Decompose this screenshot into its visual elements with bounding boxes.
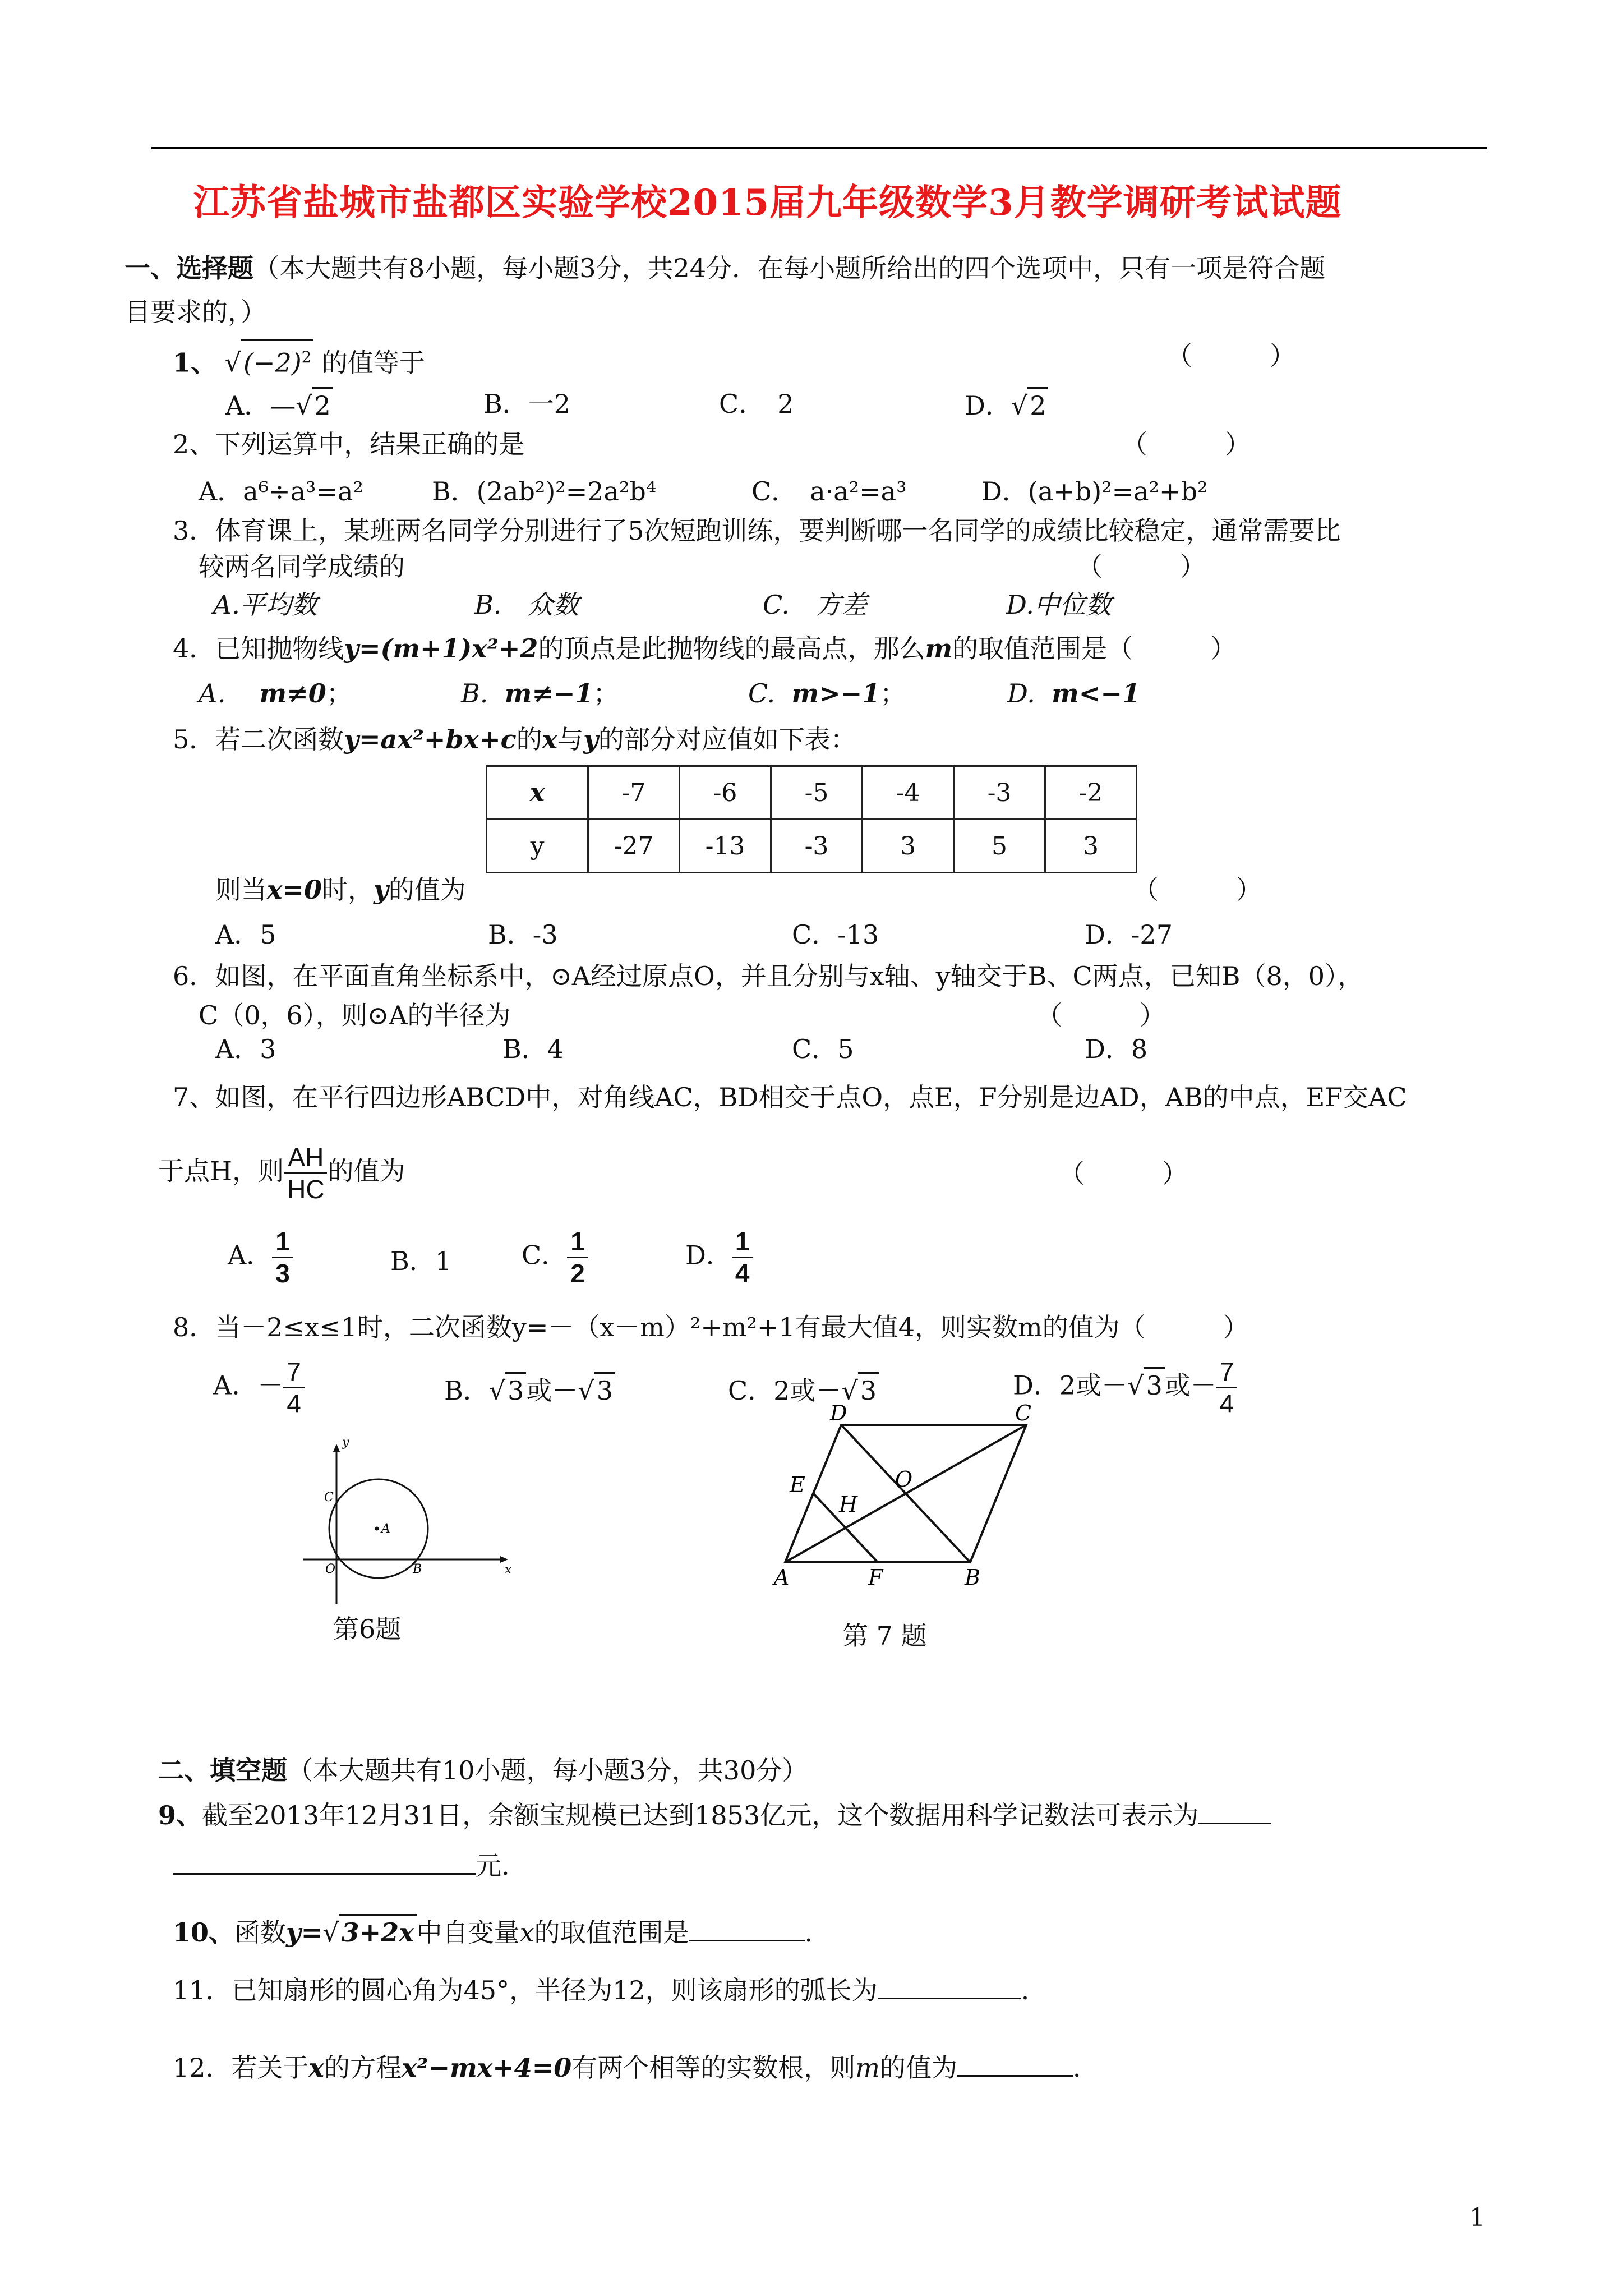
- q5-option-c: C．-13: [792, 919, 879, 950]
- q9-line2: [173, 1849, 510, 1883]
- q12-m: m: [855, 2053, 880, 2083]
- q7-c-den: 2: [570, 1259, 585, 1288]
- q1-option-b: B．一2: [483, 389, 571, 419]
- q11-end: .: [1021, 1975, 1030, 2005]
- q7-stem-2: [158, 1144, 405, 1202]
- q7-frac-num: AH: [284, 1144, 327, 1174]
- q8-option-a: [213, 1359, 305, 1416]
- q5-x-cell: -5: [771, 766, 863, 820]
- fig6-label-o: O: [325, 1562, 336, 1576]
- q4-post2: 的取值范围是（ ）: [952, 633, 1237, 664]
- q12-var: x: [308, 2053, 324, 2083]
- q9-blank-1[interactable]: [1198, 1800, 1271, 1824]
- q12-blank[interactable]: [957, 2053, 1073, 2077]
- q1-option-c: C． 2: [719, 389, 794, 419]
- q11-text: 11．已知扇形的圆心角为45°，半径为12，则该扇形的弧长为: [173, 1975, 878, 2005]
- q2-option-d: D．(a+b)²=a²+b²: [981, 476, 1208, 507]
- q10-pre: 函数: [234, 1917, 287, 1948]
- q6-option-d: D．8: [1085, 1034, 1148, 1064]
- q1-option-a: A．—√ 2: [225, 387, 333, 422]
- q5-formula: y=ax²+bx+c: [344, 724, 517, 754]
- fig7-label-h: H: [839, 1492, 858, 1517]
- q7-c-num: 1: [567, 1228, 588, 1258]
- q7-option-c: [522, 1228, 588, 1286]
- q8-d-rad: 3: [1144, 1367, 1164, 1402]
- q4-option-b: [461, 677, 619, 710]
- q2-option-c: C． a·a²=a³: [751, 476, 907, 507]
- q9-stem: [158, 1798, 1271, 1832]
- q7-option-a: [228, 1228, 293, 1286]
- q6-option-c: C．5: [792, 1034, 854, 1064]
- q4-var: m: [925, 633, 953, 664]
- page-title: 江苏省盐城市盐都区实验学校2015届九年级数学3月教学调研考试试题: [193, 182, 1342, 224]
- q1-a-rad: 2: [312, 387, 333, 422]
- q8-c-neg: －: [815, 1375, 842, 1406]
- q5-ask-y: y: [373, 875, 389, 905]
- q7-d-num: 1: [732, 1228, 753, 1258]
- q5-post: 的部分对应值如下表：: [598, 724, 856, 754]
- fig7-label-f: F: [868, 1565, 883, 1590]
- q10-var: x: [519, 1917, 534, 1948]
- q8-a-den: 4: [287, 1389, 301, 1418]
- q6-option-a: A．3: [215, 1034, 276, 1064]
- fig6-center-point: [375, 1527, 379, 1531]
- q4-formula: y=(m+1)x²+2: [344, 633, 538, 664]
- q5-x-cell: -6: [680, 766, 771, 820]
- q9-text: 截至2013年12月31日，余额宝规模已达到1853亿元，这个数据用科学记数法可表示为: [202, 1800, 1199, 1830]
- fig7-label-a: A: [774, 1565, 790, 1590]
- q5-y-cell: -13: [680, 820, 771, 873]
- q5-pre: 5．若二次函数: [173, 724, 344, 754]
- q7-d-label: D．: [685, 1240, 732, 1271]
- q5-table-header-x: x: [487, 766, 588, 820]
- figure-7-caption: 第 7 题: [842, 1621, 927, 1651]
- q5-ask-x: x=0: [267, 875, 322, 905]
- q10-mid: 中自变量: [416, 1917, 520, 1948]
- fig7-diagonal-bd: [841, 1425, 970, 1562]
- figure-6-caption: 第6题: [333, 1614, 402, 1644]
- q11-blank[interactable]: [878, 1975, 1021, 1999]
- q4-a-label: A．: [199, 678, 243, 708]
- q12-end: .: [1072, 2053, 1081, 2083]
- section2-desc: （本大题共有10小题，每小题3分，共30分）: [287, 1755, 808, 1786]
- q1-stem: [173, 339, 425, 379]
- top-rule: [151, 147, 1487, 149]
- fig7-label-o: O: [895, 1467, 913, 1492]
- q8-b-or: 或: [526, 1375, 552, 1406]
- q7-a-den: 3: [275, 1259, 290, 1288]
- q4-option-d: [1007, 677, 1140, 710]
- q5-y-cell: 3: [1045, 820, 1137, 873]
- q5-option-d: D．-27: [1085, 919, 1173, 950]
- q8-a-num: 7: [283, 1359, 305, 1388]
- q4-b-label: B.: [461, 678, 488, 708]
- q5-ask-post: 的值为: [388, 875, 466, 905]
- section1-line1: [125, 251, 1325, 285]
- q4-c-label: C.: [748, 678, 776, 708]
- q5-x-cell: -2: [1045, 766, 1137, 820]
- figure-6-diagram: [297, 1436, 516, 1610]
- q9-num: 9、: [158, 1800, 202, 1830]
- q7-post: 的值为: [328, 1156, 405, 1186]
- q1-num: 1、: [173, 347, 217, 378]
- q4-option-c: [748, 677, 906, 710]
- fig6-y-arrow: [333, 1444, 340, 1452]
- q5-x-cell: -4: [863, 766, 954, 820]
- q6-stem-2: C（0，6），则⊙A的半径为: [199, 1000, 511, 1030]
- q5-table-row-x: [487, 766, 1137, 820]
- q1-text: 的值等于: [313, 347, 425, 378]
- q3-paren: （ ）: [1077, 551, 1206, 582]
- q8-option-d: D．2或－√ 3 或－ $\frac{7}{4}$: [1013, 1359, 1237, 1416]
- q8-d-or: 或－: [1164, 1370, 1216, 1401]
- q5-ask: [215, 873, 466, 907]
- q7-paren: （ ）: [1059, 1158, 1188, 1189]
- page-number: 1: [1469, 2203, 1485, 2232]
- q1-paren: （ ）: [1166, 341, 1295, 371]
- q8-option-b: B．√ 3 或－√ 3: [444, 1372, 615, 1407]
- q1-radicand: (−2): [243, 347, 302, 378]
- q2-option-a: A．a⁶÷a³=a²: [199, 476, 363, 507]
- fig7-label-e: E: [790, 1473, 805, 1497]
- section2-heading: 二、填空题: [158, 1755, 287, 1786]
- fig6-x-arrow: [500, 1556, 508, 1563]
- q5-y-cell: 3: [863, 820, 954, 873]
- fig6-label-x: x: [505, 1563, 512, 1577]
- q3-option-a: A.平均数: [213, 590, 317, 620]
- q2-paren: （ ）: [1122, 429, 1251, 459]
- q1-option-d: D．√ 2: [965, 387, 1048, 422]
- q6-stem-1: 6．如图，在平面直角坐标系中，⊙A经过原点O，并且分别与x轴、y轴交于B、C两点，已知B（8，0），: [173, 961, 1364, 991]
- q4-c-sep: ；: [880, 678, 906, 708]
- q5-table: [486, 765, 1137, 873]
- q11-stem: [173, 1973, 1029, 2007]
- fig6-label-y: y: [342, 1436, 349, 1450]
- q1-a-label: A．—: [225, 390, 296, 421]
- q8-option-c: C．2或－√ 3: [728, 1372, 879, 1407]
- q5-table-row-y: [487, 820, 1137, 873]
- q7-option-b: B．1: [390, 1246, 452, 1276]
- fig6-label-a: A: [381, 1522, 390, 1536]
- q5-option-a: A．5: [215, 919, 276, 950]
- q10-blank[interactable]: [689, 1917, 805, 1941]
- section2-line: [158, 1754, 808, 1787]
- q10-stem: 10、函数y=√ 3+2x 中自变量x的取值范围是 .: [173, 1914, 813, 1949]
- q7-fraction: [284, 1144, 328, 1202]
- fig7-label-d: D: [830, 1402, 847, 1425]
- q10-post: 的取值范围是: [534, 1917, 689, 1948]
- q8-d-den: 4: [1219, 1389, 1234, 1418]
- q10-num: 10、: [173, 1917, 235, 1948]
- fig7-label-b: B: [965, 1565, 980, 1590]
- q4-option-a: [199, 677, 352, 710]
- q4-a-sep: ；: [326, 678, 352, 708]
- q7-pre: 于点H，则: [158, 1156, 284, 1186]
- q5-stem: [173, 723, 856, 756]
- q8-stem: 8．当－2≤x≤1时，二次函数y=－（x－m）²+m²+1有最大值4，则实数m的值为（ ）: [173, 1312, 1249, 1342]
- q4-b: m≠−1: [504, 678, 593, 708]
- q4-c: m>−1: [791, 678, 880, 708]
- q8-c-label: C．2或: [728, 1375, 816, 1406]
- q4-a: m≠0: [259, 678, 326, 708]
- q5-mid: 的: [516, 724, 542, 754]
- q7-d-den: 4: [735, 1259, 750, 1288]
- q3-option-d: D.中位数: [1006, 590, 1112, 620]
- q9-blank-2[interactable]: [173, 1851, 476, 1875]
- q8-b-rad2: 3: [594, 1372, 615, 1407]
- q8-d-num: 7: [1216, 1359, 1238, 1388]
- q10-radicand: 3+2x: [339, 1914, 417, 1949]
- figure-7-diagram: [763, 1402, 1054, 1604]
- q7-a-label: A．: [228, 1240, 273, 1271]
- q1-sqrt: √ $(-2)^2$: [225, 339, 314, 379]
- fig7-label-c: C: [1015, 1402, 1032, 1425]
- q12-post2: 的值为: [879, 2053, 957, 2083]
- fig6-label-b: B: [413, 1562, 422, 1576]
- q12-mid: 的方程: [324, 2053, 402, 2083]
- q1-exp: 2: [301, 348, 312, 366]
- q8-c-rad: 3: [858, 1372, 879, 1407]
- q2-stem: 2、下列运算中，结果正确的是: [173, 429, 525, 459]
- q12-formula: x²−mx+4=0: [401, 2053, 572, 2083]
- q2-option-b: B．(2ab²)²=2a²b⁴: [432, 476, 657, 507]
- q8-a-label: A．－: [213, 1370, 284, 1401]
- q12-stem: [173, 2051, 1081, 2085]
- q3-stem-1: 3．体育课上，某班两名同学分别进行了5次短跑训练，要判断哪一名同学的成绩比较稳定，通常需要比: [173, 516, 1341, 546]
- q10-end: .: [804, 1917, 813, 1948]
- q1-d-label: D．: [965, 390, 1011, 421]
- q5-y-cell: -27: [588, 820, 680, 873]
- q4-stem: [173, 632, 1236, 665]
- section1-heading: 一、选择题: [125, 253, 253, 283]
- q12-pre: 12．若关于: [173, 2053, 309, 2083]
- q5-x-cell: -7: [588, 766, 680, 820]
- q5-paren: （ ）: [1133, 875, 1262, 905]
- q4-d: m<−1: [1052, 678, 1140, 708]
- q5-ask-mid: 时，: [321, 875, 374, 905]
- q7-option-d: [685, 1228, 753, 1286]
- q7-frac-den: HC: [287, 1175, 325, 1204]
- q7-a-num: 1: [272, 1228, 293, 1258]
- q1-d-rad: 2: [1027, 387, 1048, 422]
- q8-b-neg: －: [552, 1375, 578, 1406]
- q6-option-b: B．4: [502, 1034, 564, 1064]
- q12-post: 有两个相等的实数根，则: [571, 2053, 856, 2083]
- q5-y: y: [583, 724, 598, 754]
- q4-d-label: D.: [1007, 678, 1035, 708]
- q7-stem-1: 7、如图，在平行四边形ABCD中，对角线AC，BD相交于点O，点E，F分别是边AD，AB的中点，EF交AC: [173, 1082, 1407, 1112]
- q4-pre: 4．已知抛物线: [173, 633, 344, 664]
- q5-table-header-y: y: [487, 820, 588, 873]
- q6-paren: （ ）: [1036, 1000, 1165, 1030]
- q5-ask-pre: 则当: [215, 875, 267, 905]
- q5-mid2: 与: [557, 724, 584, 754]
- q5-x-cell: -3: [954, 766, 1045, 820]
- q10-formula-lhs: y=: [286, 1917, 323, 1948]
- fig6-label-c: C: [324, 1490, 334, 1504]
- q8-d-label: D．2或－: [1013, 1370, 1128, 1401]
- q5-x: x: [542, 724, 558, 754]
- q4-b-sep: ；: [593, 678, 619, 708]
- q3-option-b: B. 众数: [474, 590, 579, 620]
- q3-option-c: C. 方差: [763, 590, 868, 620]
- section1-desc-2: 目要求的，）: [125, 297, 266, 327]
- section1-desc-1: （本大题共有8小题，每小题3分，共24分．在每小题所给出的四个选项中，只有一项是符合题: [253, 253, 1326, 283]
- q4-post: 的顶点是此抛物线的最高点，那么: [538, 633, 925, 664]
- q8-b-label: B．: [444, 1375, 489, 1406]
- q9-unit: 元.: [476, 1851, 510, 1881]
- q8-b-rad1: 3: [505, 1372, 526, 1407]
- q5-y-cell: 5: [954, 820, 1045, 873]
- q7-c-label: C．: [522, 1240, 568, 1271]
- q3-stem-2: 较两名同学成绩的: [199, 551, 405, 582]
- q5-y-cell: -3: [771, 820, 863, 873]
- q5-option-b: B．-3: [488, 919, 558, 950]
